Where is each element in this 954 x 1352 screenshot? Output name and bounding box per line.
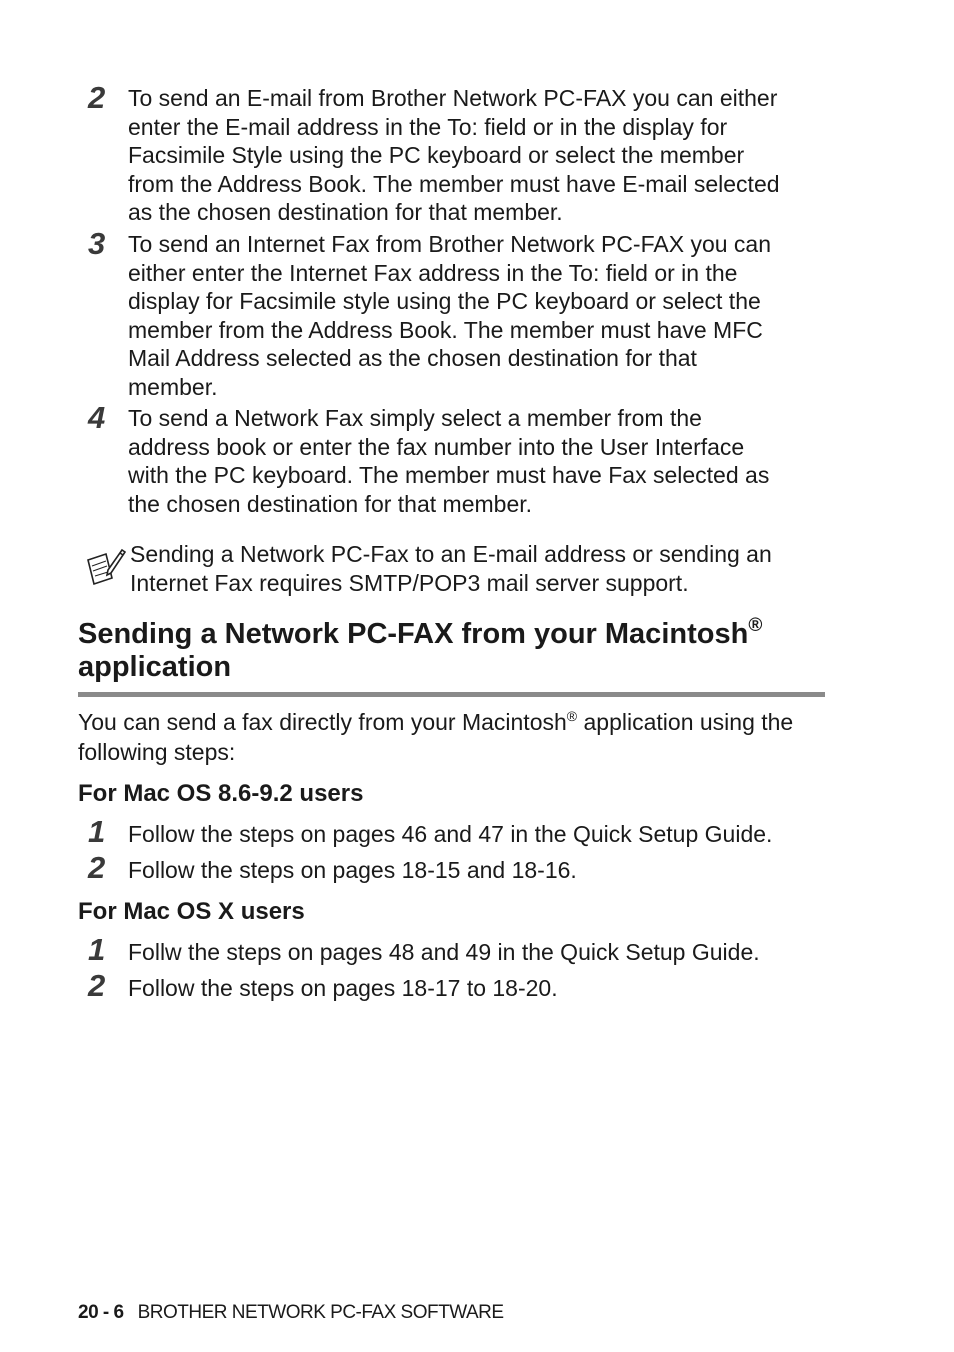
step-text: To send an E-mail from Brother Network PC-FAX you can either enter the E-mail address in the To: field or in the display for Facsimile Style using the PC keyboard or select the member from the Address Book. The member must have E-mail selected as the chosen destination for that member. [128, 85, 780, 226]
note-pencil-icon [84, 546, 126, 586]
step-number: 2 [88, 968, 106, 1003]
note-text: Sending a Network PC-Fax to an E-mail address or sending an Internet Fax requires SMTP/POP3 mail server support. [130, 541, 772, 596]
step-text: Follw the steps on pages 48 and 49 in the Quick Setup Guide. [128, 939, 760, 965]
subheading-mac-os-86: For Mac OS 8.6-9.2 users [78, 780, 364, 807]
step-number: 2 [88, 80, 106, 115]
step-text: Follow the steps on pages 18-15 and 18-16. [128, 857, 577, 883]
step-text: To send a Network Fax simply select a member from the address book or enter the fax number into the User Interface with the PC keyboard. The member must have Fax selected as the chosen destination for that member. [128, 405, 770, 517]
registered-mark: ® [566, 708, 578, 724]
page-footer [78, 1301, 504, 1325]
page-number: 20 - 6 [78, 1302, 124, 1323]
subheading-mac-os-x: For Mac OS X users [78, 898, 305, 925]
title-text-line2: application [78, 651, 232, 683]
registered-mark: ® [748, 615, 763, 636]
step-number: 1 [88, 932, 106, 967]
title-divider [78, 692, 825, 697]
step-text: To send an Internet Fax from Brother Network PC-FAX you can either enter the Internet Fax address in the To: field or in the display for Facsimile style using the PC keyboard or select the member from the Address Book. The member must have MFC Mail Address selected as the chosen destination for that member. [128, 231, 772, 400]
step-number: 1 [88, 814, 106, 849]
step-text: Follow the steps on pages 46 and 47 in the Quick Setup Guide. [128, 821, 773, 847]
step-number: 2 [88, 850, 106, 885]
section-title [78, 615, 838, 684]
step-number: 3 [88, 226, 106, 261]
step-number: 4 [88, 400, 106, 435]
section-intro [78, 707, 838, 767]
title-text: Sending a Network PC-FAX from your Macintosh [78, 618, 749, 650]
chapter-title: BROTHER NETWORK PC-FAX SOFTWARE [137, 1302, 504, 1323]
intro-text: You can send a fax directly from your Macintosh [78, 709, 567, 735]
intro-text-rest: application using the following steps: [78, 709, 794, 765]
step-text: Follow the steps on pages 18-17 to 18-20. [128, 975, 558, 1001]
